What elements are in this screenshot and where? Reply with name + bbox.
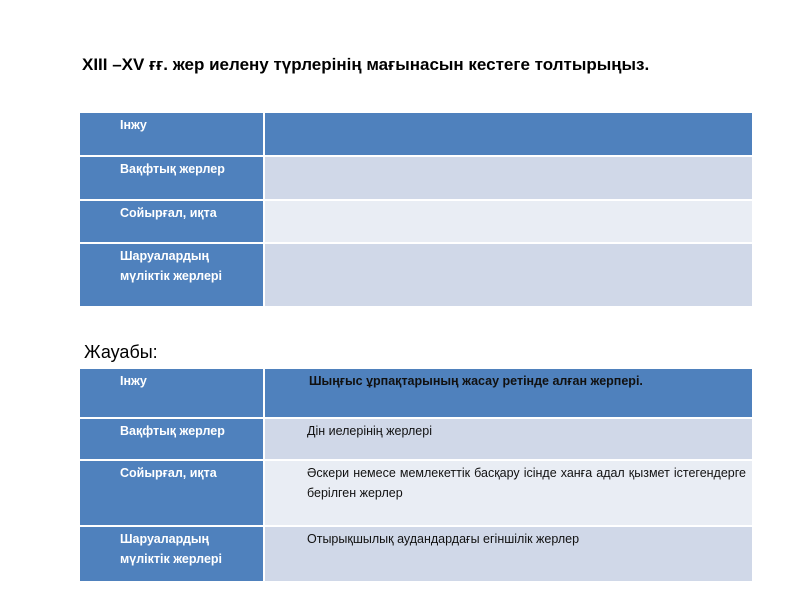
row-value: Әскери немесе мемлекеттік басқару ісінде ханға адал қызмет істегендерге берілген жерлер [264, 460, 753, 526]
row-label: Шаруалардың мүліктік жерлері [79, 526, 264, 582]
row-value [264, 243, 753, 307]
row-value [264, 112, 753, 156]
table-row [79, 460, 753, 526]
answer-heading: Жауабы: [84, 342, 158, 362]
row-value: Дін иелерінің жерлері [264, 418, 753, 460]
table-row [79, 526, 753, 582]
row-value [264, 200, 753, 243]
row-label: Сойырғал, иқта [79, 200, 264, 243]
table-row [79, 200, 753, 243]
row-label: Вақфтық жерлер [79, 418, 264, 460]
table-row [79, 368, 753, 418]
table-row [79, 418, 753, 460]
row-value: Отырықшылық аудандардағы егіншілік жерлер [264, 526, 753, 582]
row-label: Інжу [79, 368, 264, 418]
page-title: XIII –XV ғғ. жер иелену түрлерінің мағынасын кестеге толтырыңыз. [82, 55, 650, 74]
table-row [79, 112, 753, 156]
table-row [79, 243, 753, 307]
answer-table [78, 367, 754, 583]
row-value [264, 156, 753, 200]
row-value: Шыңғыс ұрпақтарының жасау ретінде алған жерпері. [264, 368, 753, 418]
question-table [78, 111, 754, 308]
table-row [79, 156, 753, 200]
row-label: Сойырғал, иқта [79, 460, 264, 526]
row-label: Шаруалардың мүліктік жерлері [79, 243, 264, 307]
row-label: Інжу [79, 112, 264, 156]
row-label: Вақфтық жерлер [79, 156, 264, 200]
